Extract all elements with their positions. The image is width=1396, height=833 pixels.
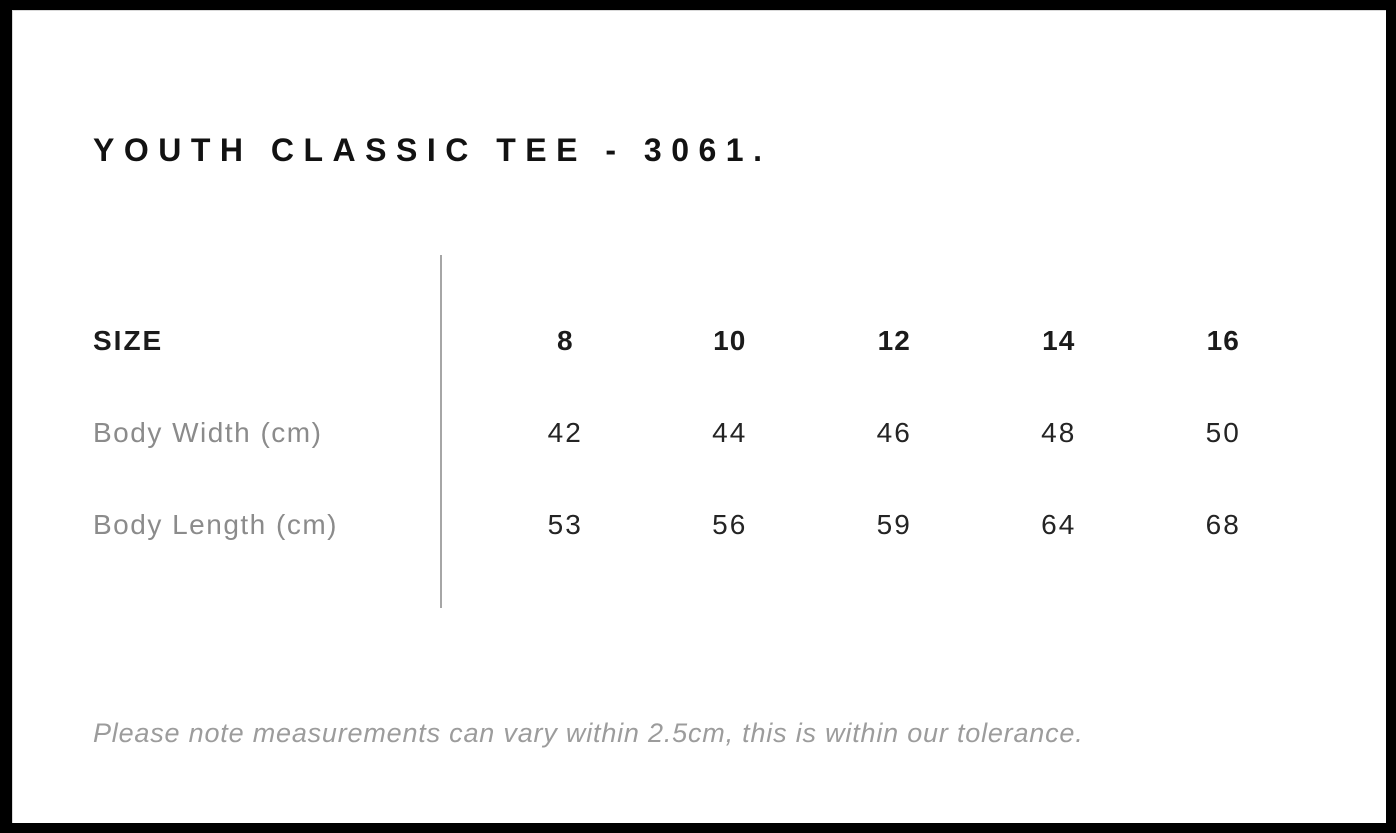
row-label-body-length: Body Length (cm) <box>93 509 338 540</box>
body-width-cell: 42 <box>547 417 583 448</box>
size-column-header: 16 <box>1206 325 1240 356</box>
body-length-cell: 59 <box>876 509 912 540</box>
size-column-header: 12 <box>877 325 911 356</box>
page-title: YOUTH CLASSIC TEE - 3061. <box>93 132 772 169</box>
size-column-header: 10 <box>713 325 747 356</box>
row-label-body-width: Body Width (cm) <box>93 417 323 448</box>
body-length-cell: 64 <box>1041 509 1077 540</box>
body-length-cell: 68 <box>1205 509 1241 540</box>
body-length-cell: 53 <box>547 509 583 540</box>
size-chart-table <box>93 295 1306 571</box>
size-column-header: 14 <box>1042 325 1076 356</box>
body-width-cell: 50 <box>1205 417 1241 448</box>
body-length-cell: 56 <box>712 509 748 540</box>
tolerance-note: Please note measurements can vary within 2.5cm, this is within our tolerance. <box>93 718 1084 748</box>
size-column-header: 8 <box>556 325 574 356</box>
body-width-cell: 44 <box>712 417 748 448</box>
body-width-cell: 48 <box>1041 417 1077 448</box>
size-chart-page <box>12 10 1386 823</box>
size-header-label: SIZE <box>93 325 164 356</box>
body-width-cell: 46 <box>876 417 912 448</box>
